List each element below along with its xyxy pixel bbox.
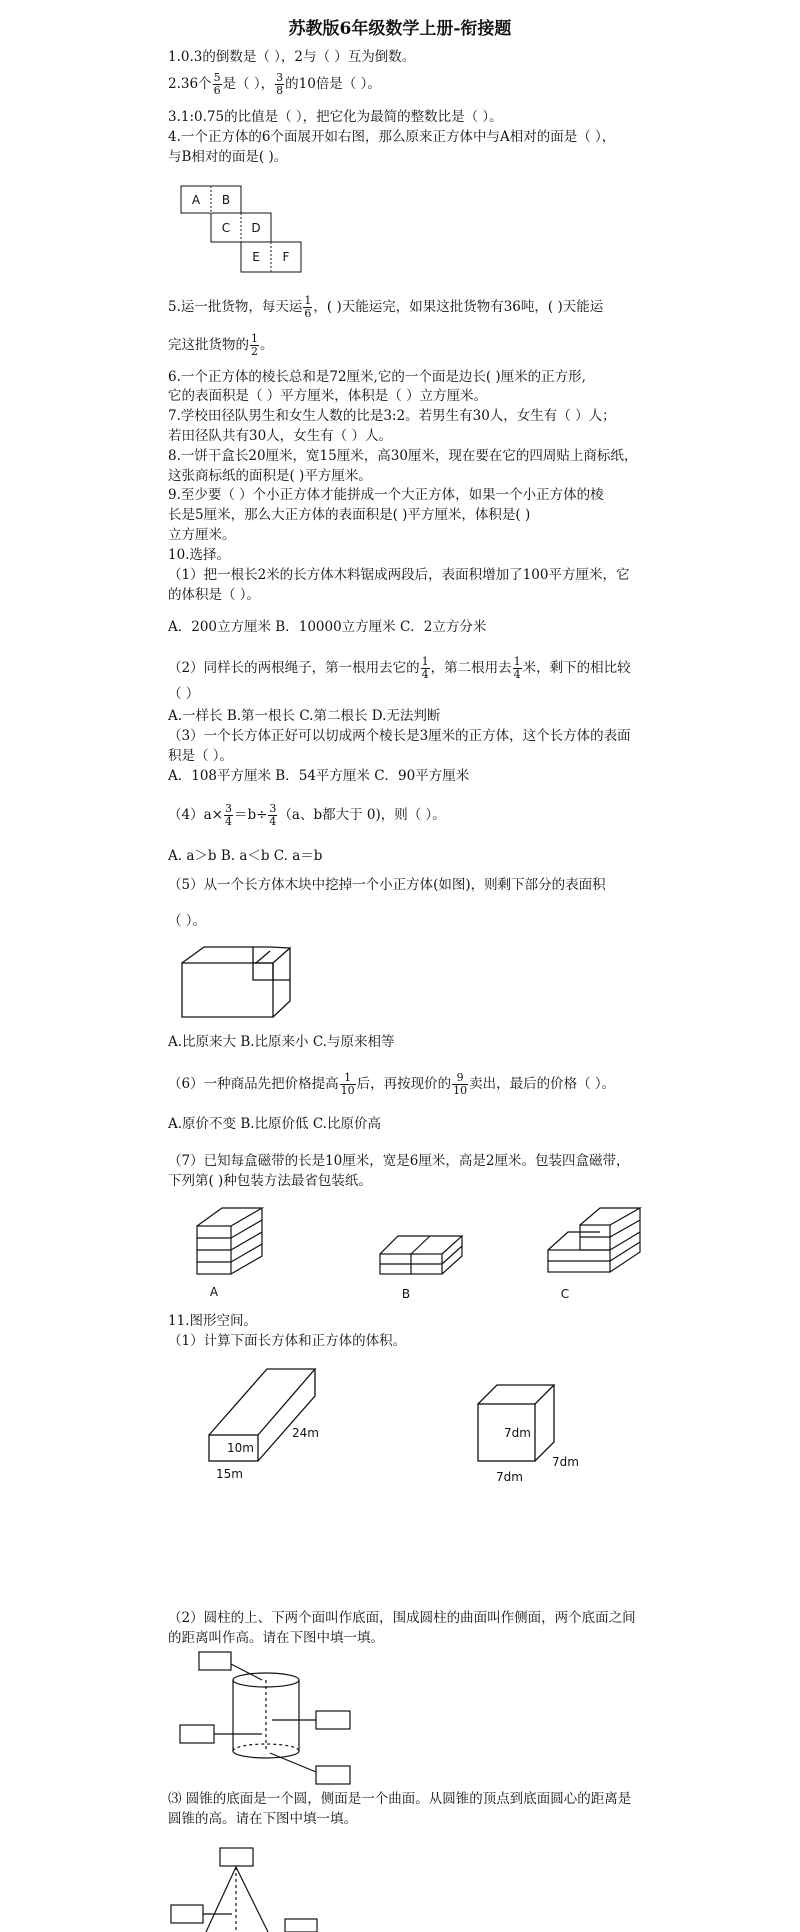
net-label-a: A [191, 193, 201, 207]
packaging-option-b [380, 1236, 462, 1274]
net-label-e: E [252, 250, 260, 264]
fraction-1-4-a: $\frac{1}{4}$ [421, 655, 429, 681]
question-4-line-1: 4.一个正方体的6个面展开如右图，那么原来正方体中与A相对的面是（ ）， [168, 129, 616, 145]
fraction-3-4-a: $\frac{3}{4}$ [224, 802, 232, 828]
cube-label-front: 7dm [504, 1426, 531, 1440]
choice-2-line-2: （ ） [168, 686, 200, 702]
question-8-line-2: 这张商标纸的面积是( )平方厘米。 [168, 468, 372, 484]
packaging-label-b: B [401, 1287, 411, 1301]
fraction-3-4-b: $\frac{3}{4}$ [269, 802, 277, 828]
choice-7-line-2: 下列第( )种包装方法最省包装纸。 [168, 1173, 372, 1189]
choice-1-line-2: 的体积是（ ）。 [168, 587, 261, 603]
fraction-1-2: $\frac{1}{2}$ [251, 332, 258, 358]
cuboid-figure [209, 1369, 315, 1461]
packaging-option-a [197, 1208, 262, 1274]
net-label-c: C [221, 221, 231, 235]
fraction-5-6: $\frac{5}{6}$ [213, 71, 221, 97]
fraction-3-8: $\frac{3}{8}$ [276, 71, 284, 97]
cube-label-bottom: 7dm [496, 1470, 523, 1484]
choice-3-options: A．108平方厘米 B．54平方厘米 C．90平方厘米 [168, 768, 470, 784]
choice-2-line-1: （2）同样长的两根绳子，第一根用去它的 $\frac{1}{4}$ ，第二根用去 $\frac{1}{4}$ 米，剩下的相比较 [168, 655, 631, 681]
cube-label-side: 7dm [552, 1455, 579, 1469]
fraction-1-6: $\frac{1}{6}$ [304, 294, 312, 320]
fraction-1-4-b: $\frac{1}{4}$ [513, 655, 521, 681]
question-3: 3.1:0.75的比值是（ ），把它化为最简的整数比是（ ）。 [168, 109, 503, 125]
choice-5-options: A.比原来大 B.比原来小 C.与原来相等 [168, 1034, 395, 1050]
cone-answer-box-height[interactable] [171, 1905, 203, 1923]
space-3-line-2: 圆锥的高。请在下图中填一填。 [168, 1811, 357, 1827]
cuboid-label-length: 24m [292, 1426, 319, 1440]
cone-answer-box-apex[interactable] [220, 1848, 253, 1866]
space-1-line-1: （1）计算下面长方体和正方体的体积。 [168, 1333, 407, 1349]
cuboid-label-width: 15m [216, 1467, 243, 1481]
cube-labels [496, 1426, 579, 1484]
cuboid-label-height: 10m [227, 1441, 254, 1455]
question-6-line-1: 6.一个正方体的棱长总和是72厘米,它的一个面是边长( )厘米的正方形, [168, 369, 586, 385]
choice-1-options: A．200立方厘米 B．10000立方厘米 C．2立方分米 [168, 619, 487, 635]
question-9-line-2: 长是5厘米，那么大正方体的表面积是( )平方厘米，体积是( ) [168, 507, 531, 523]
question-7-line-2: 若田径队共有30人，女生有（ ）人。 [168, 428, 392, 444]
choice-2-options: A.一样长 B.第一根长 C.第二根长 D.无法判断 [168, 708, 441, 724]
cone-answer-box-side[interactable] [285, 1919, 317, 1932]
fraction-9-10: $\frac{9}{10}$ [453, 1071, 468, 1097]
question-1: 1.0.3的倒数是（ ），2与（ ）互为倒数。 [168, 49, 416, 65]
choice-7-line-1: （7）已知每盒磁带的长是10厘米，宽是6厘米，高是2厘米。包装四盒磁带， [168, 1153, 630, 1169]
choice-1-line-1: （1）把一根长2米的长方体木料锯成两段后，表面积增加了100平方厘米，它 [168, 567, 630, 583]
question-2: 2.36个 $\frac{5}{6}$ 是（ ）， $\frac{3}{8}$ 的10倍是（ ）。 [168, 71, 381, 97]
space-2-line-1: （2）圆柱的上、下两个面叫作底面，围成圆柱的曲面叫作侧面，两个底面之间 [168, 1610, 636, 1626]
choice-3-line-2: 积是（ ）。 [168, 748, 234, 764]
choice-6-options: A.原价不变 B.比原价低 C.比原价高 [168, 1116, 381, 1132]
question-11-heading: 11.图形空间。 [168, 1313, 257, 1329]
space-2-line-2: 的距离叫作高。请在下图中填一填。 [168, 1630, 384, 1646]
choice-4-line-1: （4）a× $\frac{3}{4}$ ＝b÷ $\frac{3}{4}$ （a、b都大于 0)，则（ ）。 [168, 802, 446, 828]
question-8-line-1: 8.一饼干盒长20厘米，宽15厘米，高30厘米，现在要在它的四周贴上商标纸， [168, 448, 638, 464]
choice-3-line-1: （3）一个长方体正好可以切成两个棱长是3厘米的正方体，这个长方体的表面 [168, 728, 631, 744]
cylinder-figure [180, 1652, 350, 1784]
question-9-line-1: 9.至少要（ ）个小正方体才能拼成一个大正方体，如果一个小正方体的棱 [168, 487, 604, 503]
cone-figure [171, 1848, 317, 1932]
net-label-b: B [221, 193, 231, 207]
question-7-line-1: 7.学校田径队男生和女生人数的比是3:2。若男生有30人，女生有（ ）人； [168, 408, 616, 424]
choice-5-line-2: （ ）。 [168, 913, 207, 929]
cuboid-labels [216, 1426, 319, 1481]
cylinder-answer-box-side[interactable] [316, 1711, 350, 1729]
cylinder-answer-box-bottom[interactable] [316, 1766, 350, 1784]
choice-4-options: A. a＞b B. a＜b C. a＝b [168, 848, 323, 864]
choice-6-line-1: （6）一种商品先把价格提高 $\frac{1}{10}$ 后，再按现价的 $\frac{9}{10}$ 卖出，最后的价格（ ）。 [168, 1071, 616, 1097]
question-10-heading: 10.选择。 [168, 547, 230, 563]
question-4-line-2: 与B相对的面是( )。 [168, 149, 288, 165]
page-title: 苏教版6年级数学上册-衔接题 [288, 19, 512, 39]
fraction-1-10: $\frac{1}{10}$ [340, 1071, 355, 1097]
choice-5-line-1: （5）从一个长方体木块中挖掉一个小正方体(如图)，则剩下部分的表面积 [168, 877, 606, 893]
cube-figure [478, 1385, 554, 1461]
packaging-label-a: A [209, 1285, 219, 1299]
question-5-line-1: 5.运一批货物，每天运 $\frac{1}{6}$ ，( )天能运完，如果这批货物有36吨，( )天能运 [168, 294, 604, 320]
space-3-line-1: ⑶ 圆锥的底面是一个圆，侧面是一个曲面。从圆锥的顶点到底面圆心的距离是 [168, 1791, 632, 1807]
packaging-labels [210, 1285, 569, 1301]
packaging-option-c [548, 1208, 640, 1272]
net-label-f: F [282, 250, 290, 264]
question-5-line-2: 完这批货物的 $\frac{1}{2}$ 。 [168, 332, 274, 358]
question-6-line-2: 它的表面积是（ ）平方厘米，体积是（ ）立方厘米。 [168, 388, 488, 404]
cylinder-answer-box-height[interactable] [180, 1725, 214, 1743]
net-label-d: D [251, 221, 261, 235]
packaging-label-c: C [560, 1287, 570, 1301]
cylinder-answer-box-top[interactable] [199, 1652, 231, 1670]
notched-block-figure [182, 947, 290, 1017]
question-9-line-3: 立方厘米。 [168, 527, 236, 543]
